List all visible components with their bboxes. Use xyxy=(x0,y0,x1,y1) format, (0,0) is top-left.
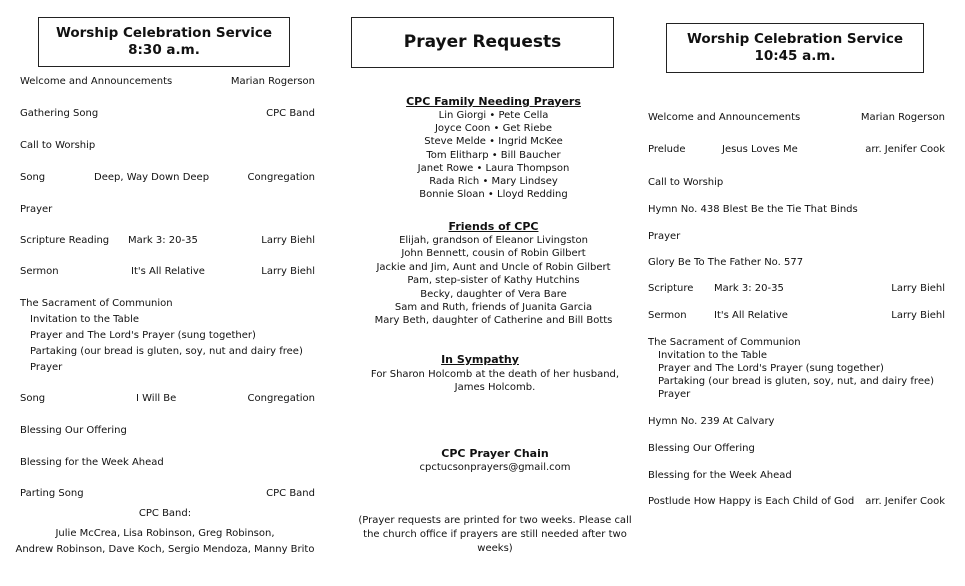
early-item-a: Prayer xyxy=(20,204,53,215)
late-item-b: Mark 3: 20-35 xyxy=(714,283,784,294)
friend-name: Elijah, grandson of Eleanor Livingston xyxy=(399,235,588,246)
early-item-b: I Will Be xyxy=(136,393,177,404)
early-item-a: Prayer and The Lord's Prayer (sung together) xyxy=(30,330,256,341)
family-name: Tom Elitharp • Bill Baucher xyxy=(426,150,561,161)
early-service-time: 8:30 a.m. xyxy=(128,42,200,58)
friend-name: Becky, daughter of Vera Bare xyxy=(420,289,567,300)
early-item-b: Deep, Way Down Deep xyxy=(94,172,210,183)
early-item-a: The Sacrament of Communion xyxy=(20,298,173,309)
friends-heading: Friends of CPC xyxy=(448,220,539,233)
late-item-b: It's All Relative xyxy=(714,310,788,321)
early-item-a: Call to Worship xyxy=(20,140,96,151)
late-item-c: Marian Rogerson xyxy=(860,112,945,123)
family-name: Steve Melde • Ingrid McKee xyxy=(424,136,563,147)
late-item-a: Prelude xyxy=(648,144,686,155)
late-item-c: arr. Jenifer Cook xyxy=(865,144,945,155)
sympathy-text: James Holcomb. xyxy=(454,382,536,393)
early-item-a: Partaking (our bread is gluten, soy, nut and dairy free) xyxy=(30,346,303,357)
band-members: Andrew Robinson, Dave Koch, Sergio Mendoza, Manny Brito xyxy=(15,544,315,555)
sympathy-text: For Sharon Holcomb at the death of her husband, xyxy=(370,369,620,380)
prayer-note: the church office if prayers are still needed after two xyxy=(363,529,627,540)
friend-name: Sam and Ruth, friends of Juanita Garcia xyxy=(394,302,593,313)
late-item-a: Scripture xyxy=(648,283,694,294)
late-item-a: Postlude How Happy is Each Child of God xyxy=(648,496,855,507)
prayer-requests-title-box xyxy=(351,17,614,68)
late-item-a: Hymn No. 438 Blest Be the Tie That Binds xyxy=(648,204,858,215)
friend-name: Pam, step-sister of Kathy Hutchins xyxy=(407,275,580,286)
late-item-a: The Sacrament of Communion xyxy=(648,337,801,348)
early-item-c: Larry Biehl xyxy=(261,266,315,277)
early-item-b: It's All Relative xyxy=(131,266,205,277)
late-item-a: Invitation to the Table xyxy=(658,350,768,361)
prayer-note: weeks) xyxy=(477,543,513,554)
prayer-chain-email[interactable]: cpctucsonprayers@gmail.com xyxy=(419,462,571,473)
late-item-a: Blessing for the Week Ahead xyxy=(648,470,792,481)
late-item-a: Call to Worship xyxy=(648,177,724,188)
early-item-c: CPC Band xyxy=(266,488,315,499)
band-members: Julie McCrea, Lisa Robinson, Greg Robinson, xyxy=(55,528,275,539)
early-item-a: Blessing Our Offering xyxy=(20,425,127,436)
early-item-a: Welcome and Announcements xyxy=(20,76,173,87)
late-item-a: Partaking (our bread is gluten, soy, nut, and dairy free) xyxy=(658,376,935,387)
prayer-chain-heading: CPC Prayer Chain xyxy=(441,447,549,460)
late-item-c: Larry Biehl xyxy=(891,310,945,321)
band-title: CPC Band: xyxy=(138,508,192,519)
late-item-a: Welcome and Announcements xyxy=(648,112,801,123)
early-item-c: CPC Band xyxy=(266,108,315,119)
late-item-a: Blessing Our Offering xyxy=(648,443,755,454)
late-item-b: Jesus Loves Me xyxy=(722,144,798,155)
late-service-title: Worship Celebration Service xyxy=(686,31,904,48)
early-service-title: Worship Celebration Service xyxy=(55,25,273,42)
family-name: Joyce Coon • Get Riebe xyxy=(434,123,552,134)
late-item-a: Sermon xyxy=(648,310,687,321)
prayer-requests-title: Prayer Requests xyxy=(403,31,562,52)
early-item-a: Prayer xyxy=(30,362,63,373)
friend-name: Jackie and Jim, Aunt and Uncle of Robin Gilbert xyxy=(376,262,611,273)
family-name: Bonnie Sloan • Lloyd Redding xyxy=(419,189,568,200)
early-item-a: Parting Song xyxy=(20,488,84,499)
late-service-title-box xyxy=(666,23,924,73)
early-item-a: Song xyxy=(20,172,46,183)
early-item-a: Sermon xyxy=(20,266,59,277)
late-item-a: Prayer and The Lord's Prayer (sung together) xyxy=(658,363,884,374)
early-item-b: Mark 3: 20-35 xyxy=(128,235,198,246)
late-item-a: Prayer xyxy=(648,231,681,242)
sympathy-heading: In Sympathy xyxy=(441,353,519,366)
family-name: Rada Rich • Mary Lindsey xyxy=(429,176,558,187)
late-item-c: arr. Jenifer Cook xyxy=(865,496,945,507)
late-item-a: Glory Be To The Father No. 577 xyxy=(648,257,804,268)
late-item-a: Prayer xyxy=(658,389,691,400)
early-service-title-box xyxy=(38,17,290,67)
early-item-a: Gathering Song xyxy=(20,108,99,119)
friend-name: Mary Beth, daughter of Catherine and Bill Botts xyxy=(374,315,613,326)
late-service-time: 10:45 a.m. xyxy=(754,48,836,64)
early-item-a: Invitation to the Table xyxy=(30,314,140,325)
early-item-c: Marian Rogerson xyxy=(230,76,315,87)
early-item-a: Scripture Reading xyxy=(20,235,110,246)
early-item-a: Song xyxy=(20,393,46,404)
early-item-a: Blessing for the Week Ahead xyxy=(20,457,164,468)
family-heading: CPC Family Needing Prayers xyxy=(406,95,581,108)
early-item-c: Congregation xyxy=(247,172,315,183)
late-item-c: Larry Biehl xyxy=(891,283,945,294)
family-name: Lin Giorgi • Pete Cella xyxy=(438,110,549,121)
family-name: Janet Rowe • Laura Thompson xyxy=(417,163,570,174)
late-item-a: Hymn No. 239 At Calvary xyxy=(648,416,775,427)
early-item-c: Congregation xyxy=(247,393,315,404)
friend-name: John Bennett, cousin of Robin Gilbert xyxy=(401,248,586,259)
early-item-c: Larry Biehl xyxy=(261,235,315,246)
prayer-note: (Prayer requests are printed for two weeks. Please call xyxy=(358,515,632,526)
